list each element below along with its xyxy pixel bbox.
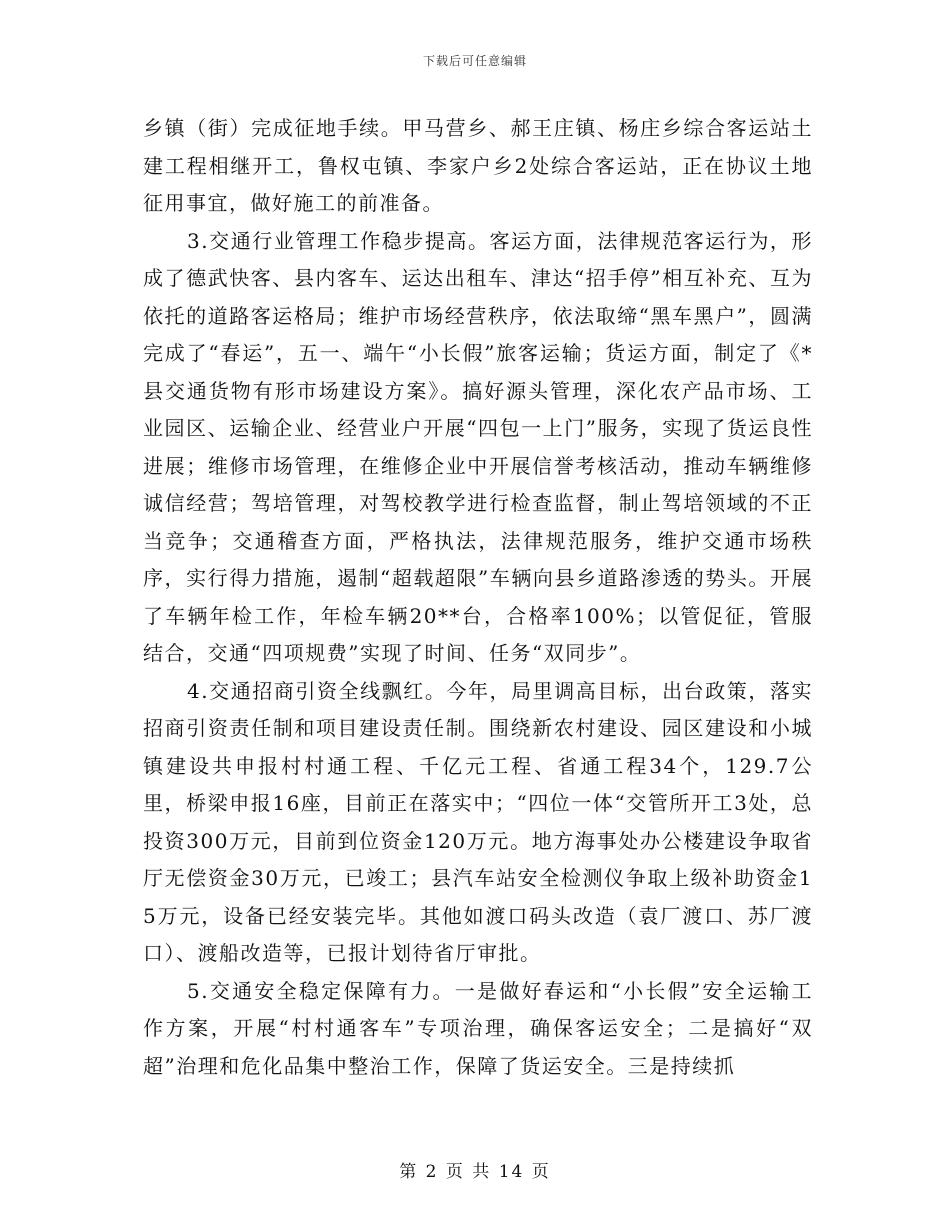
paragraph-industry-management: 3.交通行业管理工作稳步提高。客运方面，法律规范客运行为，形成了德武快客、县内客车、运达出租车、津达“招手停”相互补充、互为依托的道路客运格局；维护市场经营秩序，依法取缔“黑车黑户”，圆满完成了“春运”，五一、端午“小长假”旅客运输；货运方面，制定了《*县交通货物有形市场建设方案》。搞好源头管理，深化农产品市场、工业园区、运输企业、经营业户开展“四包一上门”服务，实现了货运良性进展；维修市场管理，在维修企业中开展信誉考核活动，推动车辆维修诚信经营；驾培管理，对驾校教学进行检查监督，制止驾培领域的不正当竞争；交通稽查方面，严格执法，法律规范服务，维护交通市场秩序，实行得力措施，遏制“超载超限”车辆向县乡道路渗透的势头。开展了车辆年检工作，年检车辆20**台，合格率100%；以管促征，管服结合，交通“四项规费”实现了时间、任务“双同步”。 [143, 228, 813, 665]
page-header: 下载后可任意编辑 [422, 54, 527, 68]
paragraph-continued: 乡镇（街）完成征地手续。甲马营乡、郝王庄镇、杨庄乡综合客运站土建工程相继开工，鲁权屯镇、李家户乡2处综合客运站，正在协议土地征用事宜，做好施工的前准备。 [143, 116, 813, 215]
paragraph-investment: 4.交通招商引资全线飘红。今年，局里调高目标，出台政策，落实招商引资责任制和项目建设责任制。围绕新农村建设、园区建设和小城镇建设共申报村村通工程、千亿元工程、省通工程34个，129.7公里，桥梁申报16座，目前正在落实中；“四位一体“交管所开工3处，总投资300万元，目前到位资金120万元。地方海事处办公楼建设争取省厅无偿资金30万元，已竣工；县汽车站安全检测仪争取上级补助资金15万元，设备已经安装完毕。其他如渡口码头改造（袁厂渡口、苏厂渡口）、渡船改造等，已报计划待省厅审批。 [143, 678, 813, 965]
paragraph-safety: 5.交通安全稳定保障有力。一是做好春运和“小长假”安全运输工作方案，开展“村村通客车”专项治理，确保客运安全；二是搞好“双超”治理和危化品集中整治工作，保障了货运安全。三是持续抓 [143, 978, 813, 1078]
page-number: 第 2 页 共 14 页 [399, 1162, 551, 1182]
document-body [143, 110, 813, 1085]
